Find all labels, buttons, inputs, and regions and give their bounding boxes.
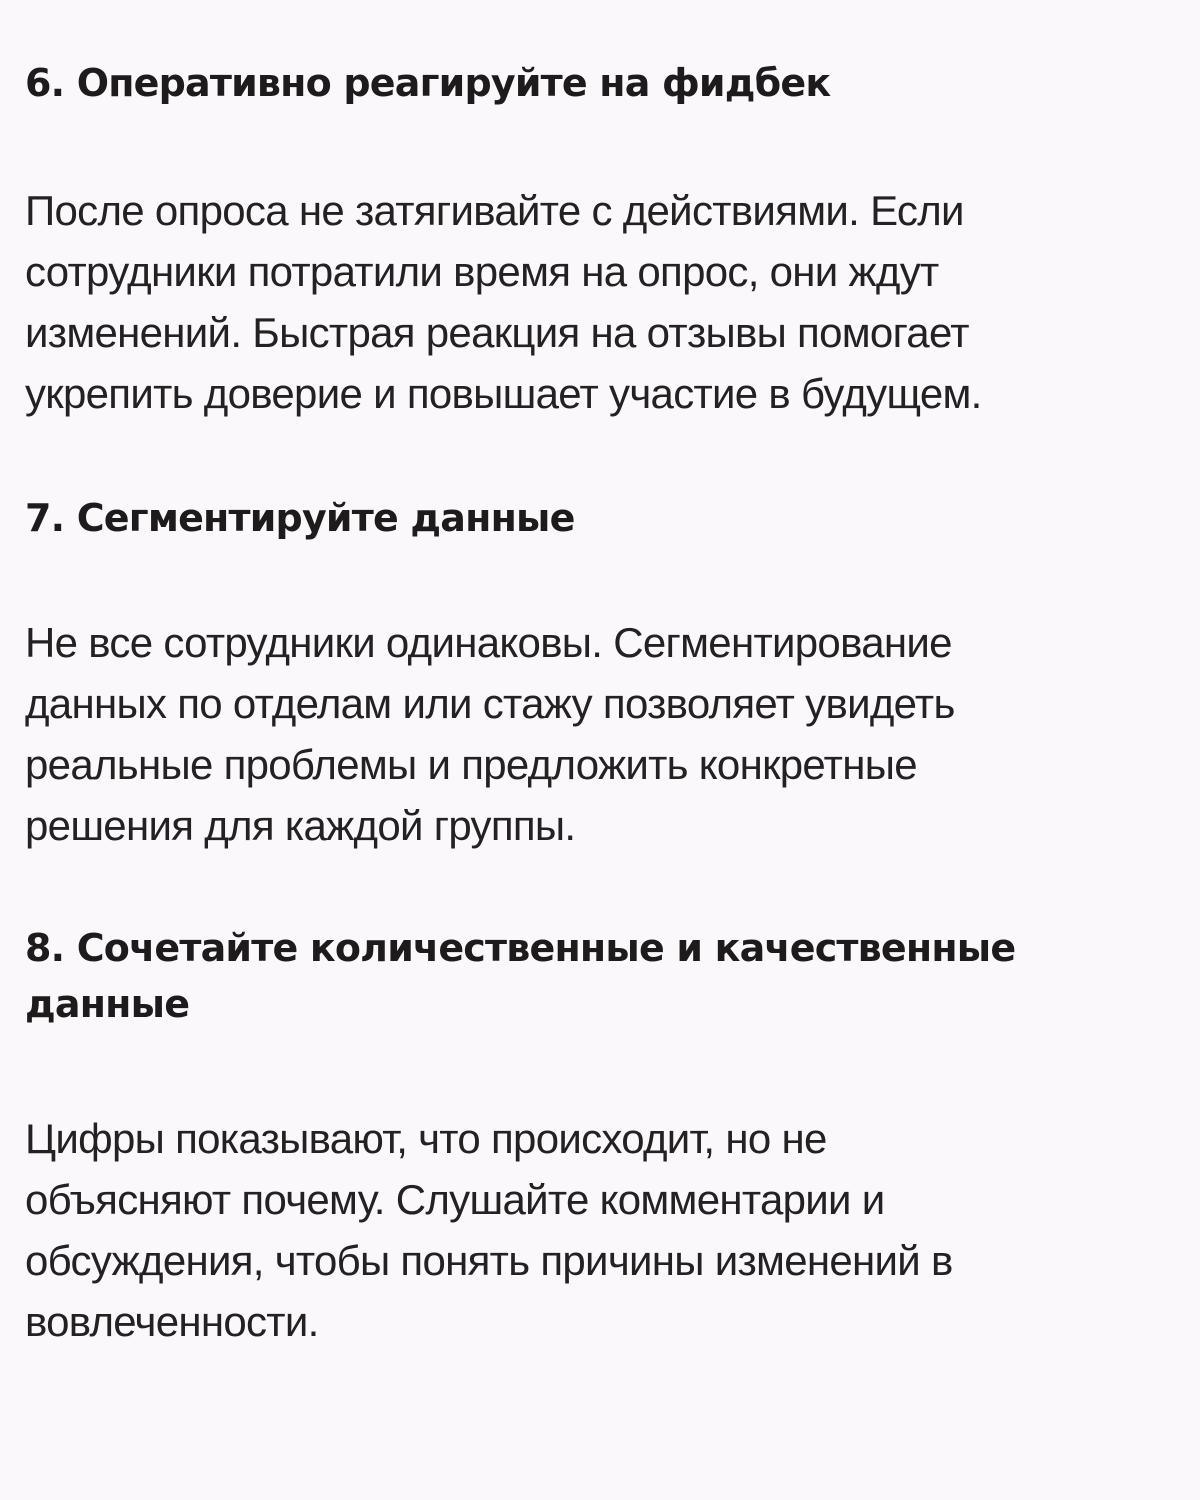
- section-8-paragraph-line: Цифры показывают, что происходит, но не: [25, 1115, 827, 1162]
- section-7-paragraph-line: решения для каждой группы.: [25, 802, 576, 849]
- section-6-paragraph-line: укрепить доверие и повышает участие в будущем.: [25, 370, 982, 417]
- section-6-heading-line: 6. Оперативно реагируйте на фидбек: [25, 61, 831, 105]
- section-8-paragraph: [25, 1108, 1175, 1352]
- section-8-heading: [25, 920, 1165, 1032]
- section-6-paragraph-line: После опроса не затягивайте с действиями. Если: [25, 187, 964, 234]
- section-7-heading: [25, 490, 1165, 546]
- section-8-paragraph-line: объясняют почему. Слушайте комментарии и: [25, 1176, 885, 1223]
- section-6-paragraph-line: сотрудники потратили время на опрос, они ждут: [25, 248, 939, 295]
- section-7-paragraph-line: реальные проблемы и предложить конкретные: [25, 741, 917, 788]
- section-8-paragraph-line: обсуждения, чтобы понять причины изменений в: [25, 1237, 953, 1284]
- section-8-heading-line: 8. Сочетайте количественные и качественные: [25, 926, 1016, 970]
- section-6-heading: [25, 55, 1165, 111]
- section-8-heading-line: данные: [25, 982, 190, 1026]
- section-7-paragraph-line: данных по отделам или стажу позволяет увидеть: [25, 680, 955, 727]
- section-7-heading-line: 7. Сегментируйте данные: [25, 496, 575, 540]
- section-7-paragraph: [25, 612, 1175, 856]
- section-6-paragraph: [25, 180, 1175, 424]
- section-8-paragraph-line: вовлеченности.: [25, 1298, 319, 1345]
- section-7-paragraph-line: Не все сотрудники одинаковы. Сегментирование: [25, 619, 952, 666]
- section-6-paragraph-line: изменений. Быстрая реакция на отзывы помогает: [25, 309, 969, 356]
